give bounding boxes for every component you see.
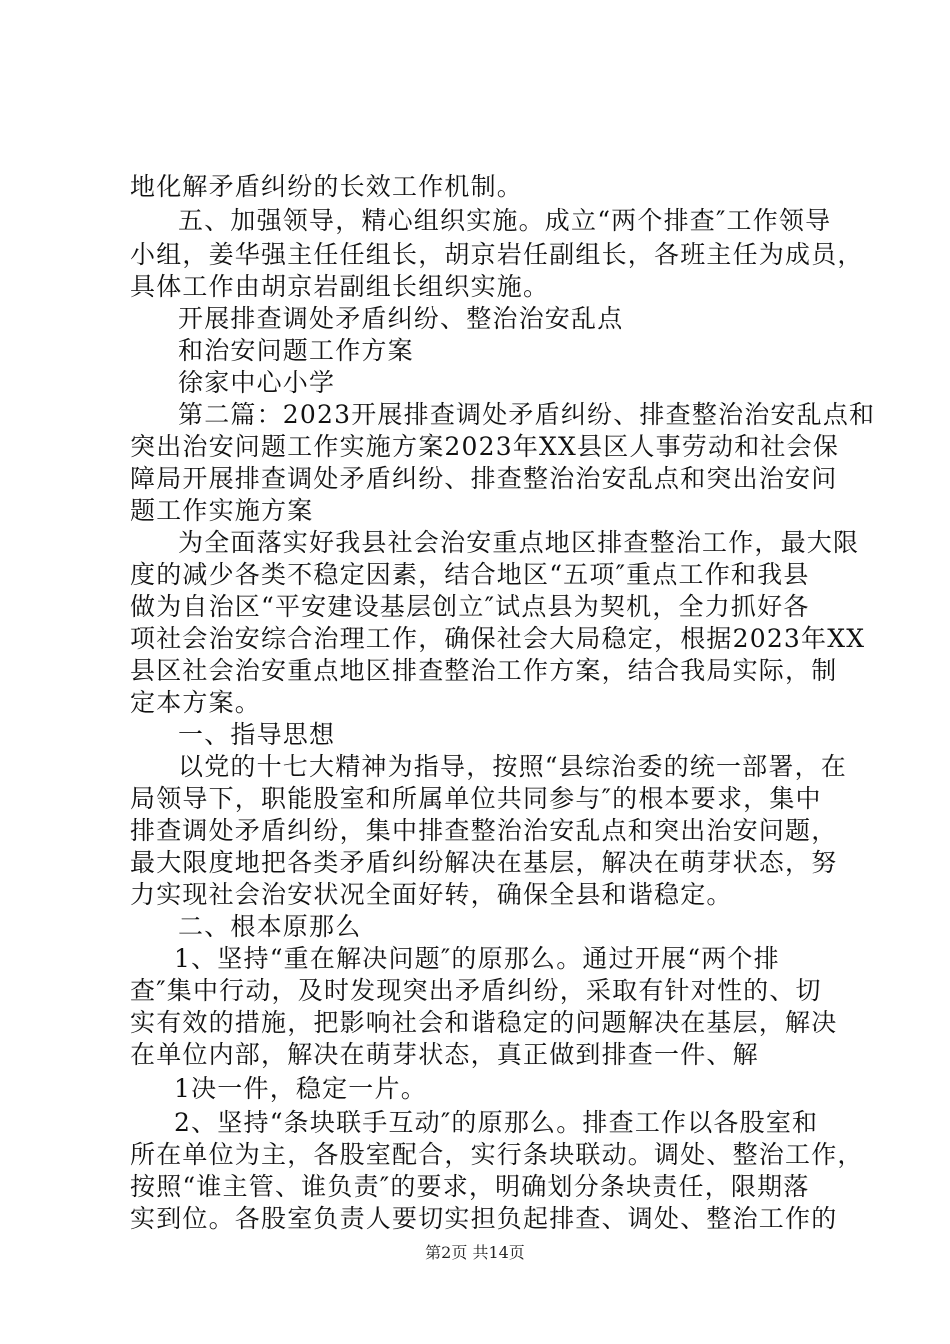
text-line: 小组，姜华强主任任组长，胡京岩任副组长，各班主任为成员， xyxy=(130,240,864,269)
paragraph-start: 为全面落实好我县社会治安重点地区排查整治工作，最大限 xyxy=(178,528,860,557)
section-five-heading: 五、加强领导，精心组织实施。成立“两个排查″工作领导 xyxy=(178,206,832,235)
text-line: 定本方案。 xyxy=(130,688,262,717)
text-line: 具体工作由胡京岩副组长组织实施。 xyxy=(130,272,550,301)
author-line: 徐家中心小学 xyxy=(178,368,336,397)
section-heading: 一、指导思想 xyxy=(178,720,336,749)
paragraph-start: 2、坚持“条块联手互动″的原那么。排查工作以各股室和 xyxy=(174,1108,819,1137)
paragraph-start: 以党的十七大精神为指导，按照“县综治委的统一部署，在 xyxy=(178,752,847,781)
chapter-heading: 第二篇：2023开展排查调处矛盾纠纷、排查整治治安乱点和 xyxy=(178,400,876,429)
text-line: 实到位。各股室负责人要切实担负起排查、调处、整治工作的 xyxy=(130,1204,838,1233)
text-line: 查″集中行动，及时发现突出矛盾纠纷，采取有针对性的、切 xyxy=(130,976,822,1005)
text-line: 县区社会治安重点地区排查整治工作方案，结合我局实际，制 xyxy=(130,656,838,685)
text-line: 项社会治安综合治理工作，确保社会大局稳定，根据2023年XX xyxy=(130,624,866,653)
text-line: 实有效的措施，把影响社会和谐稳定的问题解决在基层，解决 xyxy=(130,1008,838,1037)
text-line: 局领导下，职能股室和所属单位共同参与″的根本要求，集中 xyxy=(130,784,822,813)
text-line: 度的减少各类不稳定因素，结合地区“五项″重点工作和我县 xyxy=(130,560,810,589)
text-line: 障局开展排查调处矛盾纠纷、排查整治治安乱点和突出治安问 xyxy=(130,464,838,493)
text-line: 最大限度地把各类矛盾纠纷解决在基层，解决在萌芽状态，努 xyxy=(130,848,838,877)
text-line: 在单位内部，解决在萌芽状态，真正做到排查一件、解 xyxy=(130,1040,759,1069)
text-line: 排查调处矛盾纠纷，集中排查整治治安乱点和突出治安问题， xyxy=(130,816,838,845)
text-line: 突出治安问题工作实施方案2023年XX县区人事劳动和社会保 xyxy=(130,432,840,461)
text-line: 1决一件，稳定一片。 xyxy=(174,1074,427,1103)
title-line: 开展排查调处矛盾纠纷、整治治安乱点 xyxy=(178,304,624,333)
paragraph-start: 1、坚持“重在解决问题″的原那么。通过开展“两个排 xyxy=(174,944,780,973)
text-line: 地化解矛盾纠纷的长效工作机制。 xyxy=(130,172,524,201)
text-line: 按照“谁主管、谁负责″的要求，明确划分条块责任，限期落 xyxy=(130,1172,810,1201)
section-heading: 二、根本原那么 xyxy=(178,912,362,941)
title-line: 和治安问题工作方案 xyxy=(178,336,414,365)
page-number-footer: 第2页 共14页 xyxy=(425,1243,525,1262)
text-line: 力实现社会治安状况全面好转，确保全县和谐稳定。 xyxy=(130,880,733,909)
text-line: 所在单位为主，各股室配合，实行条块联动。调处、整治工作， xyxy=(130,1140,864,1169)
text-line: 做为自治区“平安建设基层创立″试点县为契机，全力抓好各 xyxy=(130,592,810,621)
text-line: 题工作实施方案 xyxy=(130,496,314,525)
